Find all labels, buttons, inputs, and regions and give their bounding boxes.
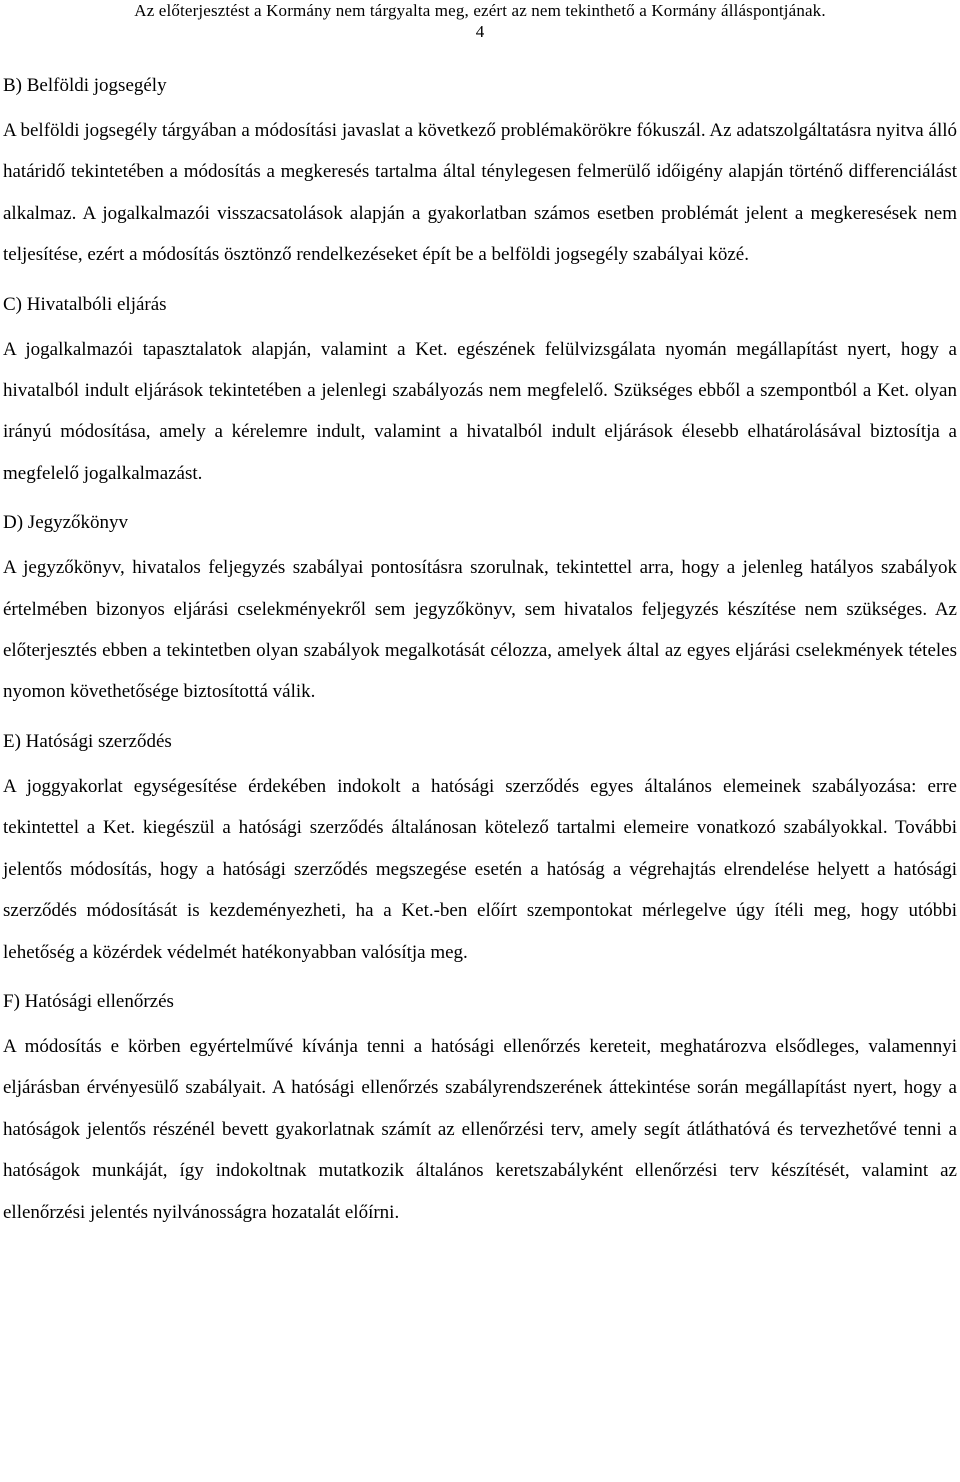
section-belfoldi-jogsegely bbox=[3, 62, 957, 276]
section-heading: E) Hatósági szerződés bbox=[3, 730, 172, 752]
section-jegyzokonyv bbox=[3, 499, 957, 713]
section-heading: B) Belföldi jogsegély bbox=[3, 75, 167, 96]
section-hivatalboli-eljaras bbox=[3, 281, 957, 495]
section-paragraph: A jegyzőkönyv, hivatalos feljegyzés szabályai pontosításra szorulnak, tekintettel arra, hogy a jelenleg hatályos szabályok értelmében bizonyos eljárási cselekményekről sem jegyzőkönyv, sem hivatalos feljegyzés készítése nem szükséges. Az előterjesztés ebben a tekintetben olyan szabályok megalkotását célozza, amelyek által az egyes eljárási cselekmények tételes nyomon követhetősége biztosítottá válik. bbox=[3, 557, 957, 703]
document-body bbox=[3, 62, 957, 1233]
section-paragraph: A joggyakorlat egységesítése érdekében indokolt a hatósági szerződés egyes általános elemeinek szabályozása: erre tekintettel a Ket. kiegészül a hatósági szerződés általánosan kötelező tartalmi elemeire vonatkozó szabályokkal. További jelentős módosítás, hogy a hatósági szerződés megszegése esetén a hatóság a végrehajtás elrendelése helyett a hatósági szerződés módosítását is kezdeményezheti, ha a Ket.-ben előírt szempontokat mérlegelve úgy ítéli meg, hogy utóbbi lehetőség a közérdek védelmét hatékonyabban valósítja meg. bbox=[3, 775, 957, 963]
section-heading: C) Hivatalbóli eljárás bbox=[3, 293, 167, 315]
section-heading: F) Hatósági ellenőrzés bbox=[3, 990, 174, 1012]
section-paragraph: A jogalkalmazói tapasztalatok alapján, valamint a Ket. egészének felülvizsgálata nyomán megállapítást nyert, hogy a hivatalból indult eljárások tekintetében a jelenlegi szabályozás nem megfelelő. Szükséges ebből a szempontból a Ket. olyan irányú módosítása, amely a kérelemre indult, valamint a hivatalból indult eljárások élesebb elhatárolásával biztosítja a megfelelő jogalkalmazást. bbox=[3, 338, 957, 484]
section-hatosagi-ellenorzes bbox=[3, 978, 957, 1233]
running-header: Az előterjesztést a Kormány nem tárgyalta meg, ezért az nem tekinthető a Kormány álláspontjának. bbox=[134, 1, 826, 20]
section-heading: D) Jegyzőkönyv bbox=[3, 512, 129, 534]
page-number: 4 bbox=[475, 22, 485, 41]
section-paragraph: A módosítás e körben egyértelművé kívánja tenni a hatósági ellenőrzés kereteit, meghatározva elsődleges, valamennyi eljárásban érvényesülő szabályait. A hatósági ellenőrzés szabályrendszerének áttekintése során megállapítást nyert, hogy a hatóságok jelentős részénél bevett gyakorlatnak számít az ellenőrzési terv, amely segít átláthatóvá és tervezhetővé tenni a hatóságok munkáját, így indokoltnak mutatkozik általános keretszabályként ellenőrzési terv készítését, valamint az ellenőrzési jelentés nyilvánosságra hozatalát előírni. bbox=[3, 1035, 957, 1223]
section-paragraph: A belföldi jogsegély tárgyában a módosítási javaslat a következő problémakörökre fókuszál. Az adatszolgáltatásra nyitva álló határidő tekintetében a módosítás a megkeresés tartalma által ténylegesen felmerülő időigény alapján történő differenciálást alkalmaz. A jogalkalmazói visszacsatolások alapján a gyakorlatban számos esetben problémát jelent a megkeresések nem teljesítése, ezért a módosítás ösztönző rendelkezéseket épít be a belföldi jogsegély szabályai közé. bbox=[3, 120, 957, 266]
section-hatosagi-szerzodes bbox=[3, 718, 957, 973]
